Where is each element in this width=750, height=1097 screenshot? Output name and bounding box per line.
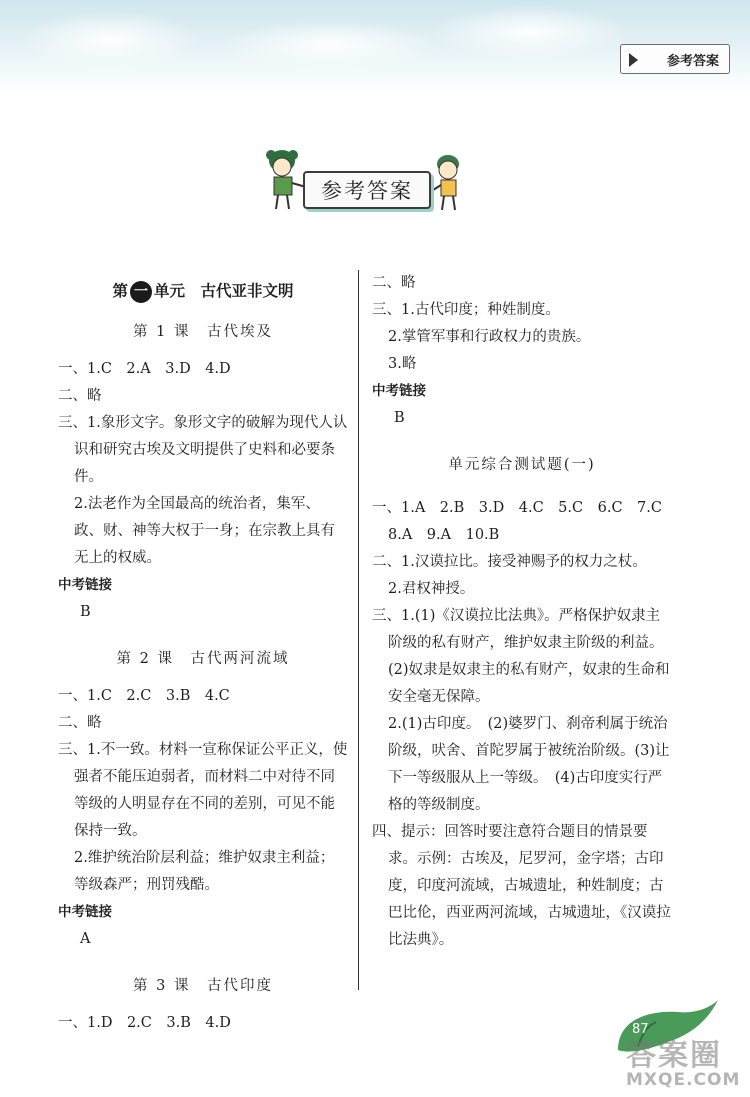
answer-line: 三、1.象形文字。象形文字的破解为现代人认识和研究古埃及文明提供了史料和必要条件。 xyxy=(58,415,348,485)
answer-line: 一、1.D 2.C 3.B 4.D xyxy=(58,1015,231,1031)
answer-line: 一、1.C 2.C 3.B 4.C xyxy=(58,688,230,704)
lesson-1-title: 第 1 课 古代埃及 xyxy=(133,324,273,340)
answer-line: 二、略 xyxy=(58,715,102,731)
page-number: 87 xyxy=(632,1022,649,1037)
answer-line: 二、略 xyxy=(58,388,102,404)
unit-test-title: 单元综合测试题(一) xyxy=(448,457,596,473)
exam-link-answer: A xyxy=(80,931,91,947)
answer-line: 2.君权神授。 xyxy=(388,581,475,597)
left-column xyxy=(58,277,348,1037)
corner-section-tab xyxy=(620,44,730,74)
exam-link-answer: B xyxy=(394,410,405,426)
unit-prefix: 第 xyxy=(112,282,128,300)
answer-line: 三、1.不一致。材料一宣称保证公平正义，使强者不能压迫弱者，而材料二中对待不同等级的人明显存在不同的差别，可见不能保持一致。 xyxy=(58,742,348,839)
unit-number-badge: 一 xyxy=(130,281,152,303)
exam-link-answer: B xyxy=(80,604,91,620)
answer-line: 三、1.(1)《汉谟拉比法典》。严格保护奴隶主阶级的私有财产，维护奴隶主阶级的利益。 (2)奴隶是奴隶主的私有财产，奴隶的生命和安全毫无保障。 xyxy=(372,608,671,705)
answer-line: 二、略 xyxy=(372,275,416,291)
lesson-3-title: 第 3 课 古代印度 xyxy=(133,978,273,994)
answer-line: 一、1.A 2.B 3.D 4.C 5.C 6.C 7.C xyxy=(372,500,662,516)
exam-link-heading: 中考链接 xyxy=(58,904,112,920)
watermark-line-1: 答案圈 xyxy=(626,1038,722,1073)
watermark xyxy=(606,1030,746,1090)
answer-line: 2.掌管军事和行政权力的贵族。 xyxy=(388,329,591,345)
header-banner xyxy=(303,171,431,209)
exam-link-heading: 中考链接 xyxy=(372,383,426,399)
answer-line: 2.(1)古印度。 (2)婆罗门、刹帝利属于统治阶级，吠舍、首陀罗属于被统治阶级。(3)让下一等级服从上一等级。 (4)古印度实行严格的等级制度。 xyxy=(388,716,670,813)
unit-title xyxy=(58,277,348,305)
watermark-line-2: MXQE.COM xyxy=(626,1070,741,1090)
answer-line: 2.法老作为全国最高的统治者，集军、政、财、神等大权于一身；在宗教上具有无上的权威。 xyxy=(74,496,335,566)
answer-line: 3.略 xyxy=(388,356,417,372)
answer-line: 四、提示：回答时要注意符合题目的情景要求。示例：古埃及，尼罗河，金字塔；古印度，印度河流域，古城遗址，种姓制度；古巴比伦，西亚两河流域，古城遗址，《汉谟拉比法典》。 xyxy=(372,824,671,948)
answer-line: 8.A 9.A 10.B xyxy=(388,527,500,543)
boy-illustration xyxy=(428,152,468,216)
exam-link-heading: 中考链接 xyxy=(58,577,112,593)
corner-tab-label: 参考答案 xyxy=(666,53,719,69)
chevron-right-icon xyxy=(629,53,638,67)
answer-line: 三、1.古代印度；种姓制度。 xyxy=(372,302,560,318)
answer-line: 二、1.汉谟拉比。接受神赐予的权力之杖。 xyxy=(372,554,647,570)
answer-line: 一、1.C 2.A 3.D 4.D xyxy=(58,361,231,377)
banner-title: 参考答案 xyxy=(321,179,413,203)
right-column xyxy=(372,270,672,954)
lesson-2-title: 第 2 课 古代两河流域 xyxy=(116,651,290,667)
column-divider xyxy=(358,270,359,990)
answer-line: 2.维护统治阶层利益；维护奴隶主利益；等级森严；刑罚残酷。 xyxy=(74,850,335,893)
unit-name: 单元 古代亚非文明 xyxy=(154,282,294,300)
